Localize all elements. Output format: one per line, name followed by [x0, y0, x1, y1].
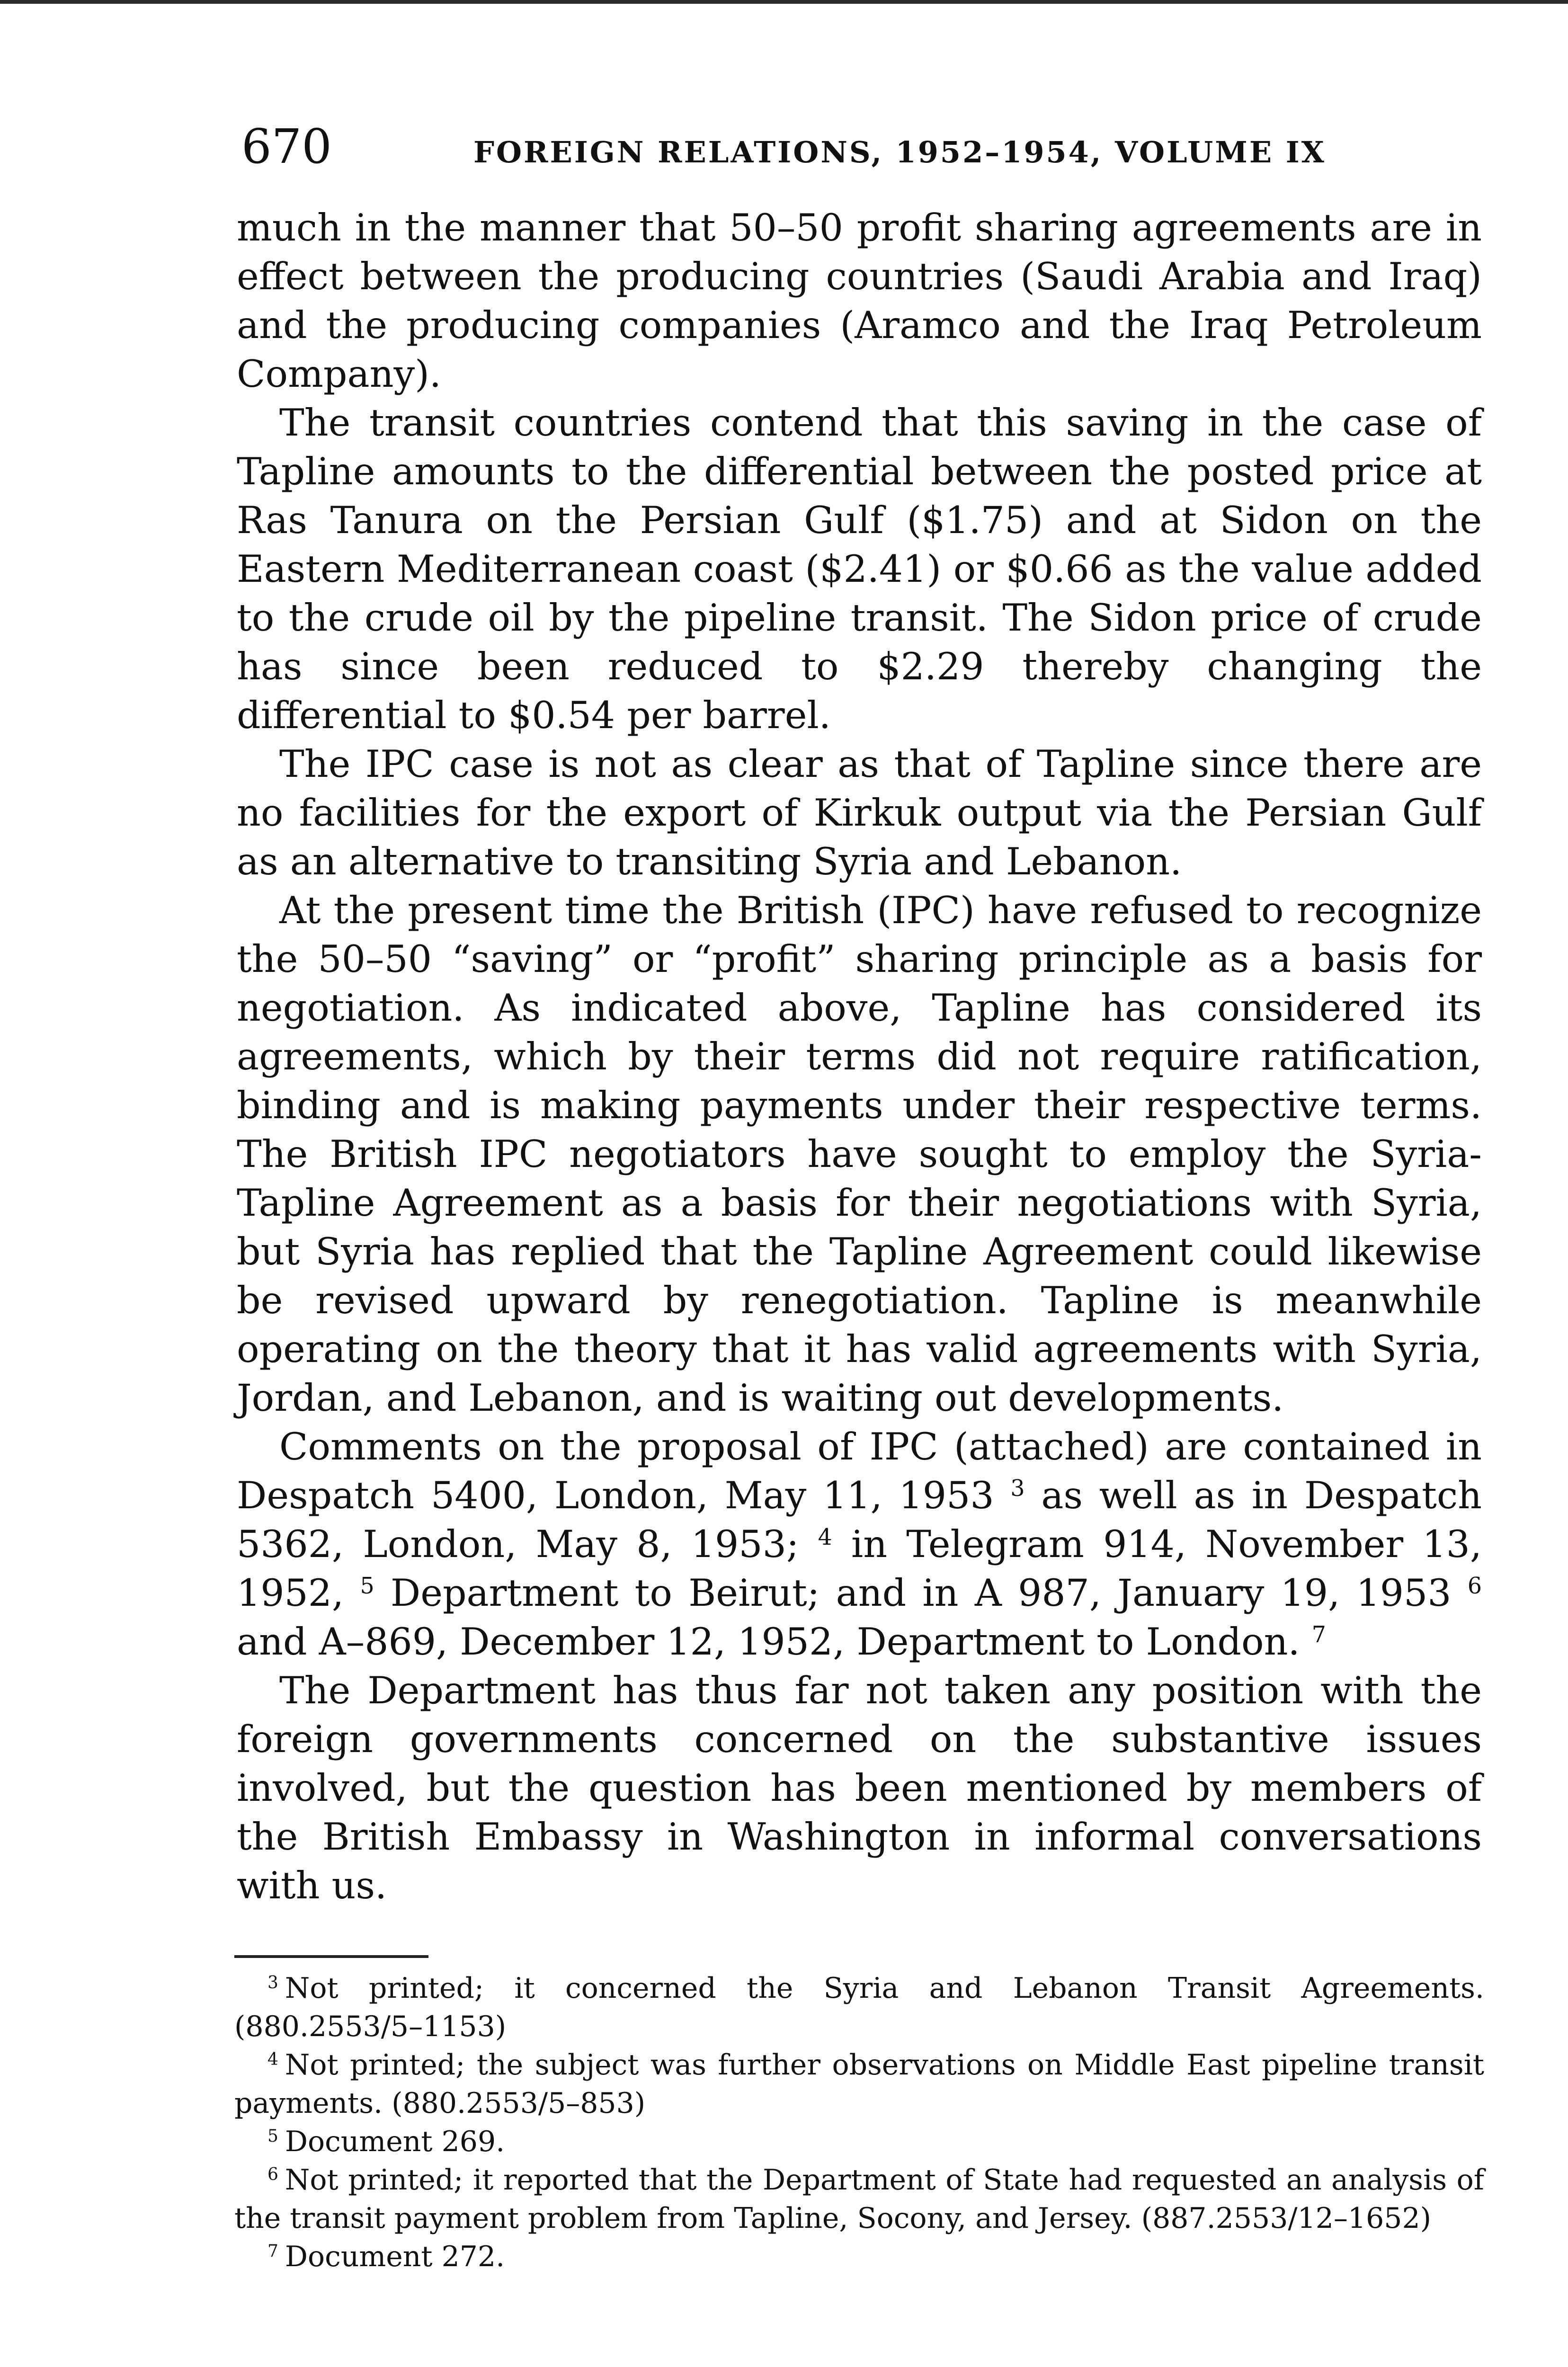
footnote-text-5: Document 269. [285, 2125, 505, 2158]
footnote-mark-5: 5 [267, 2127, 278, 2146]
running-title: FOREIGN RELATIONS, 1952–1954, VOLUME IX [473, 135, 1326, 169]
comments-text-1: Comments on the proposal of IPC (attached) are contained in Despatch 5400, London, May 11, 1953 [237, 1425, 1482, 1517]
footnote-text-4: Not printed; the subject was further observations on Middle East pipeline transit payments. (880.2553/5–853) [234, 2048, 1484, 2120]
running-header [237, 118, 1487, 175]
footnote-4 [234, 2046, 1484, 2123]
comments-text-3: in Telegram 914, November 13, 1952, [237, 1522, 1482, 1615]
comments-text-4: Department to Beirut; and in A 987, January 19, 1953 [390, 1571, 1452, 1615]
footnote-text-7: Document 272. [285, 2240, 505, 2273]
page-top-edge [0, 0, 1568, 4]
footnote-divider [234, 1955, 428, 1958]
footnote-text-3: Not printed; it concerned the Syria and Lebanon Transit Agreements. (880.2553/5–1153) [234, 1972, 1484, 2043]
footnote-mark-7: 7 [267, 2242, 278, 2261]
comments-text-2: as well as in Despatch 5362, London, May 8, 1953; [237, 1474, 1482, 1566]
footnote-ref-4[interactable]: 4 [818, 1524, 832, 1550]
page-number: 670 [241, 119, 332, 174]
paragraph-department-position: The Department has thus far not taken any position with the foreign governments concerned on the substantive issues involved, but the question has been mentioned by members of the British Embassy in Washington in informal conversations with us. [237, 1669, 1482, 1907]
paragraph-ipc-case: The IPC case is not as clear as that of Tapline since there are no facilities for the export of Kirkuk output via the Persian Gulf as an alternative to transiting Syria and Lebanon. [237, 742, 1482, 883]
body-text [237, 204, 1482, 1910]
footnote-mark-3: 3 [267, 1973, 278, 1993]
footnote-mark-6: 6 [267, 2165, 278, 2185]
footnote-5 [234, 2123, 1484, 2161]
footnote-ref-5[interactable]: 5 [360, 1573, 374, 1599]
footnote-text-6: Not printed; it reported that the Department of State had requested an analysis of the transit payment problem from Tapline, Socony, and Jersey. (887.2553/12–1652) [234, 2163, 1484, 2235]
paragraph-comments [237, 1423, 1482, 1666]
footnote-mark-4: 4 [267, 2050, 278, 2070]
paragraph-transit-countries: The transit countries contend that this saving in the case of Tapline amounts to the differential between the posted price at Ras Tanura on the Persian Gulf ($1.75) and at Sidon on the Eastern Mediterranean coast ($2.41) or $0.66 as the value added to the crude oil by the pipeline transit. The Sidon price of crude has since been reduced to $2.29 thereby changing the differential to $0.54 per barrel. [237, 401, 1482, 737]
paragraph-british-ipc: At the present time the British (IPC) have refused to recognize the 50–50 “saving” or “profit” sharing principle as a basis for negotiation. As indicated above, Tapline has considered its agreements, which by their terms did not require ratification, binding and is making payments under their respective terms. The British IPC negotiators have sought to employ the Syria-Tapline Agreement as a basis for their negotiations with Syria, but Syria has replied that the Tapline Agreement could likewise be revised upward by renegotiation. Tapline is meanwhile operating on the theory that it has valid agreements with Syria, Jordan, and Lebanon, and is waiting out developments. [237, 889, 1482, 1420]
footnote-ref-6[interactable]: 6 [1467, 1573, 1482, 1599]
paragraph-continued: much in the manner that 50–50 profit sharing agreements are in effect between the producing countries (Saudi Arabia and Iraq) and the producing companies (Aramco and the Iraq Petroleum Company). [237, 206, 1482, 396]
footnote-ref-7[interactable]: 7 [1311, 1621, 1326, 1648]
comments-text-5: and A–869, December 12, 1952, Department to London. [237, 1620, 1300, 1664]
footnotes [234, 1969, 1484, 2276]
footnote-ref-3[interactable]: 3 [1010, 1475, 1025, 1502]
footnote-3 [234, 1969, 1484, 2046]
footnote-6 [234, 2161, 1484, 2238]
footnote-7 [234, 2238, 1484, 2276]
